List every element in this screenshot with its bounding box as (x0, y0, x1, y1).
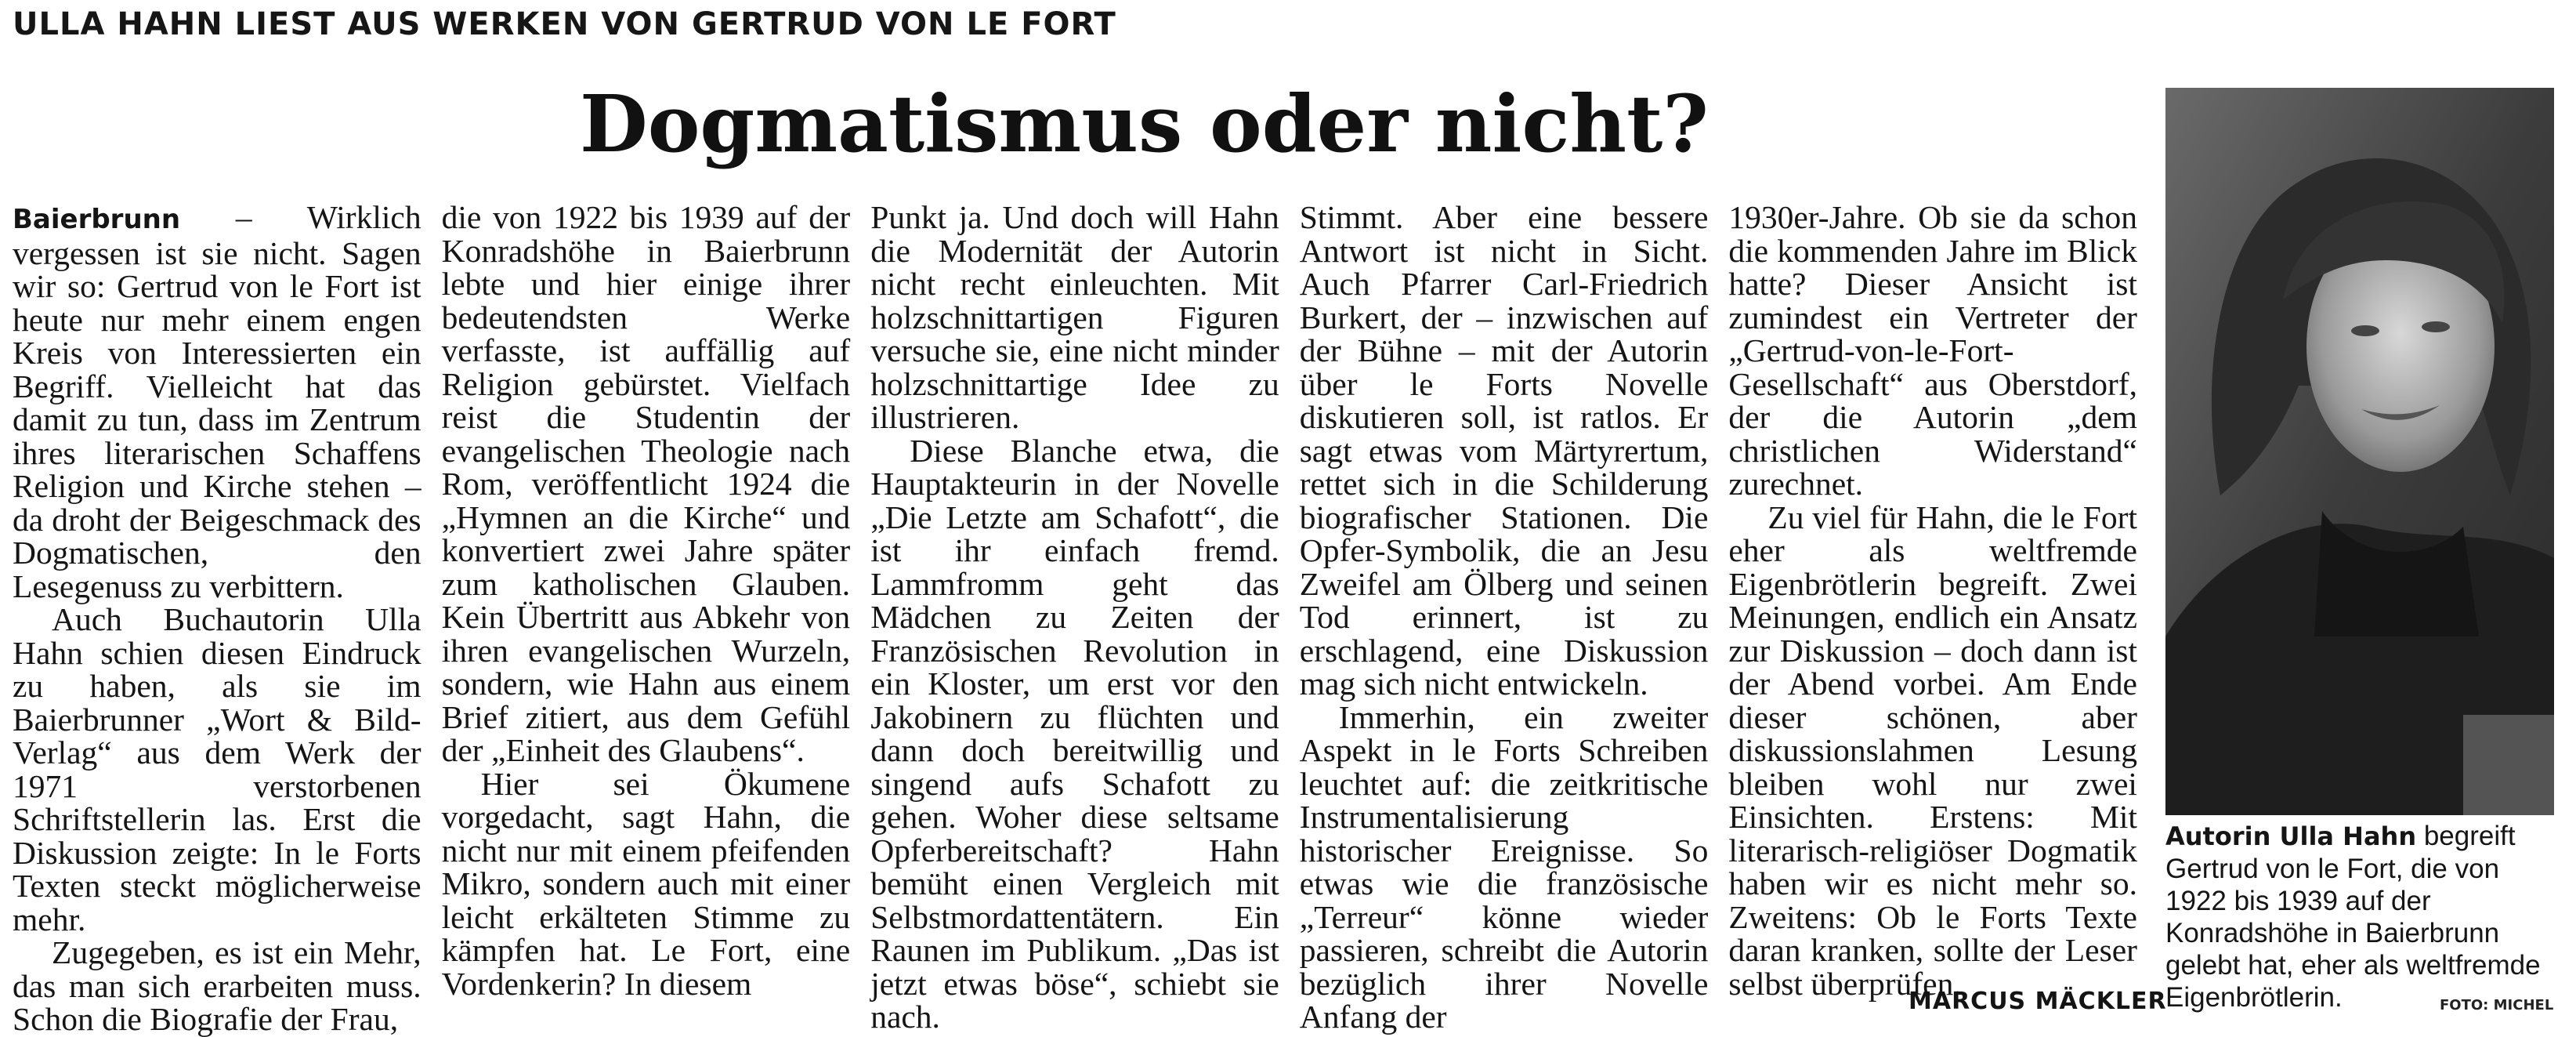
paragraph: Auch Buchautorin Ulla Hahn schien diesen Eindruck zu haben, als sie im Baierbrunner „Wort & Bild-Verlag“ aus dem Werk der 1971 verstorbenen Schriftstellerin las. Erst die Diskussion zeigte: In le Forts Texten steckt möglicherweise mehr. (13, 601, 421, 937)
kicker: ULLA HAHN LIEST AUS WERKEN VON GERTRUD VON LE FORT (13, 6, 1116, 42)
headline: Dogmatismus oder nicht? (580, 78, 1709, 170)
paragraph: die von 1922 bis 1939 auf der Konradshöhe in Baierbrunn lebte und hier einige ihrer bedeutendsten Werke verfasste, ist auffällig auf Religion gebürstet. Vielfach reist die Studentin der evangelischen Theologie nach Rom, veröffentlicht 1924 die „Hymnen an die Kirche“ und konvertiert zwei Jahre später zum katholischen Glauben. Kein Übertritt aus Abkehr von ihren evangelischen Wurzeln, sondern, wie Hahn aus einem Brief zitiert, aus dem Gefühl der „Einheit des Glaubens“. (441, 199, 851, 768)
portrait-image (2165, 88, 2554, 815)
paragraph: Diese Blanche etwa, die Hauptakteurin in der Novelle „Die Letzte am Schafott“, die ist ihr einfach fremd. Lammfromm geht das Mädchen zu Zeiten der Französischen Revolution in ein Kloster, um erst vor den Jakobinern zu flüchten und dann doch bereitwillig und singend aufs Schafott zu gehen. Woher diese seltsame Opferbereitschaft? Hahn bemüht einen Vergleich mit Selbstmordattentätern. Ein Raunen im Publikum. „Das ist jetzt etwas böse“, schiebt sie nach. (870, 432, 1279, 1035)
author-photo (2165, 88, 2554, 815)
paragraph (13, 201, 421, 603)
article-column-5 (1728, 201, 2137, 1016)
dateline: Baierbrunn (13, 204, 181, 235)
paragraph: Punkt ja. Und doch will Hahn die Modernität der Autorin nicht recht einleuchten. Mit holzschnittartigen Figuren versuche sie, eine nicht minder holzschnittartige Idee zu illustrieren. (870, 199, 1279, 435)
article-column-4 (1299, 199, 1709, 1035)
photo-caption (2165, 820, 2567, 1013)
paragraph: Zugegeben, es ist ein Mehr, das man sich erarbeiten muss. Schon die Biografie der Frau, (13, 934, 421, 1037)
article-body (13, 199, 2137, 1037)
author-byline: MARCUS MÄCKLER (1908, 988, 2167, 1015)
paragraph: 1930er-Jahre. Ob sie da schon die kommenden Jahre im Blick hatte? Dieser Ansicht ist zumindest ein Vertreter der „Gertrud-von-le-Fort-Gesellschaft“ aus Oberstdorf, der die Autorin „dem christlichen Widerstand“ zurechnet. (1728, 199, 2137, 502)
caption-lead: Autorin Ulla Hahn (2165, 821, 2417, 851)
article-column-1 (13, 199, 421, 1037)
paragraph: Hier sei Ökumene vorgedacht, sagt Hahn, die nicht nur mit einem pfeifenden Mikro, sondern auch mit einer leicht erkälteten Stimme zu kämpfen hat. Le Fort, eine Vordenkerin? In diesem (441, 765, 851, 1002)
article-column-3 (870, 199, 1279, 1035)
caption-text: begreift Gertrud von le Fort, die von 1922 bis 1939 auf der Konradshöhe in Baierbrunn gelebt hat, eher als weltfremde Eigenbrötlerin. (2165, 821, 2541, 1013)
paragraph-text: – Wirklich vergessen ist sie nicht. Sagen wir so: Gertrud von le Fort ist heute nur mehr einem engen Kreis von Interessierten ein Begriff. Vielleicht hat das damit zu tun, dass im Zentrum ihres literarischen Schaffens Religion und Kirche stehen – da droht der Beigeschmack des Dogmatischen, den Lesegenuss zu verbittern. (13, 199, 421, 604)
photo-credit: FOTO: MICHEL (2440, 997, 2554, 1013)
article-column-2 (442, 201, 851, 1016)
paragraph: Stimmt. Aber eine bessere Antwort ist nicht in Sicht. Auch Pfarrer Carl-Friedrich Burkert, der – inzwischen auf der Bühne – mit der Autorin über le Forts Novelle diskutieren soll, ist ratlos. Er sagt etwas vom Märtyrertum, rettet sich in die Schilderung biografischer Stationen. Die Opfer-Symbolik, die an Jesu Zweifel am Ölberg und seinen Tod erinnert, ist zu erschlagend, eine Diskussion mag sich nicht entwickeln. (1299, 199, 1709, 702)
paragraph: Zu viel für Hahn, die le Fort eher als weltfremde Eigenbrötlerin begreift. Zwei Meinungen, endlich ein Ansatz zur Diskussion – doch dann ist der Abend vorbei. Am Ende dieser schönen, aber diskussionslahmen Lesung bleiben wohl nur zwei Einsichten. Erstens: Mit literarisch-religiöser Dogmatik haben wir es nicht mehr so. Zweitens: Ob le Forts Texte daran kranken, sollte der Leser selbst überprüfen. (1728, 499, 2137, 1002)
paragraph: Immerhin, ein zweiter Aspekt in le Forts Schreiben leuchtet auf: die zeitkritische Instrumentalisierung historischer Ereignisse. So etwas wie die französische „Terreur“ könne wieder passieren, schreibt die Autorin bezüglich ihrer Novelle Anfang der (1299, 698, 1709, 1035)
